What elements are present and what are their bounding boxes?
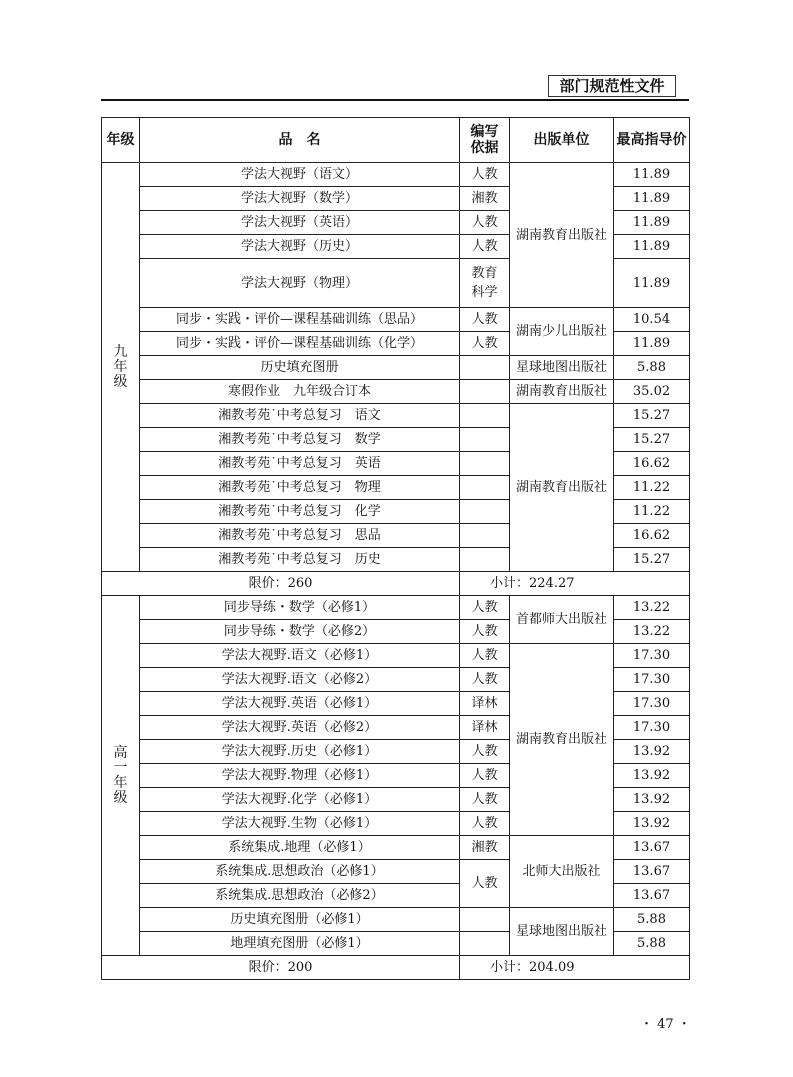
item-name: 同步导练・数学（必修2） (140, 620, 460, 644)
item-basis (460, 476, 510, 500)
item-name: 湘教考苑˙中考总复习 英语 (140, 452, 460, 476)
item-basis (460, 428, 510, 452)
publisher-cell: 首都师大出版社 (510, 596, 614, 644)
col-header-publisher: 出版单位 (510, 118, 614, 163)
publisher-cell: 湖南少儿出版社 (510, 308, 614, 356)
item-name: 湘教考苑˙中考总复习 化学 (140, 500, 460, 524)
item-name: 同步・实践・评价—课程基础训练（思品） (140, 308, 460, 332)
item-price: 13.22 (614, 596, 690, 620)
col-header-grade: 年级 (102, 118, 140, 163)
item-name: 历史填充图册（必修1） (140, 908, 460, 932)
table-row (102, 836, 690, 860)
item-price: 5.88 (614, 932, 690, 956)
item-name: 学法大视野（英语） (140, 211, 460, 235)
item-name: 地理填充图册（必修1） (140, 932, 460, 956)
item-price: 10.54 (614, 308, 690, 332)
table-row (102, 908, 690, 932)
item-price: 11.89 (614, 332, 690, 356)
item-price: 11.22 (614, 500, 690, 524)
item-name: 系统集成.思想政治（必修2） (140, 884, 460, 908)
price-table (101, 117, 690, 980)
item-price: 17.30 (614, 692, 690, 716)
item-price: 11.89 (614, 211, 690, 235)
item-name: 湘教考苑˙中考总复习 思品 (140, 524, 460, 548)
subtotal-row (102, 572, 690, 596)
item-basis: 湘教 (460, 187, 510, 211)
item-basis (460, 500, 510, 524)
item-name: 学法大视野.生物（必修1） (140, 812, 460, 836)
item-basis: 人教 (460, 860, 510, 908)
item-price: 13.67 (614, 836, 690, 860)
item-name: 同步导练・数学（必修1） (140, 596, 460, 620)
item-price: 13.22 (614, 620, 690, 644)
item-name: 学法大视野.化学（必修1） (140, 788, 460, 812)
item-name: 学法大视野.英语（必修1） (140, 692, 460, 716)
publisher-cell: 湖南教育出版社 (510, 404, 614, 572)
publisher-cell: 湖南教育出版社 (510, 644, 614, 836)
item-basis: 人教 (460, 788, 510, 812)
item-name: 湘教考苑˙中考总复习 物理 (140, 476, 460, 500)
col-header-name: 品 名 (140, 118, 460, 163)
header-rule (101, 99, 689, 101)
item-basis (460, 452, 510, 476)
item-price: 13.92 (614, 788, 690, 812)
item-basis (460, 548, 510, 572)
subtotal: 小计：204.09 (460, 956, 690, 980)
item-price: 16.62 (614, 524, 690, 548)
item-price: 13.67 (614, 860, 690, 884)
item-price: 35.02 (614, 380, 690, 404)
item-name: 系统集成.思想政治（必修1） (140, 860, 460, 884)
page-number: ・ 47 ・ (640, 1017, 691, 1032)
item-basis (460, 908, 510, 932)
item-basis: 人教 (460, 596, 510, 620)
publisher-cell: 湖南教育出版社 (510, 380, 614, 404)
item-basis: 译林 (460, 716, 510, 740)
item-name: 学法大视野（物理） (140, 259, 460, 308)
item-basis: 人教 (460, 211, 510, 235)
item-price: 11.22 (614, 476, 690, 500)
item-basis: 人教 (460, 644, 510, 668)
item-name: 学法大视野（数学） (140, 187, 460, 211)
col-header-basis: 编写依据 (460, 118, 510, 163)
document-type-tag: 部门规范性文件 (548, 75, 676, 97)
item-basis: 人教 (460, 620, 510, 644)
item-basis: 人教 (460, 764, 510, 788)
item-basis (460, 404, 510, 428)
item-name: 学法大视野.历史（必修1） (140, 740, 460, 764)
item-price: 17.30 (614, 668, 690, 692)
item-price: 11.89 (614, 235, 690, 259)
item-price: 15.27 (614, 404, 690, 428)
item-name: 系统集成.地理（必修1） (140, 836, 460, 860)
item-basis: 人教 (460, 668, 510, 692)
item-name: 寒假作业 九年级合订本 (140, 380, 460, 404)
item-basis: 人教 (460, 308, 510, 332)
item-name: 学法大视野（语文） (140, 163, 460, 187)
grade-cell: 九年级 (102, 163, 140, 572)
item-basis (460, 380, 510, 404)
item-price: 17.30 (614, 644, 690, 668)
item-price: 16.62 (614, 452, 690, 476)
item-basis (460, 356, 510, 380)
item-price: 15.27 (614, 428, 690, 452)
item-name: 湘教考苑˙中考总复习 语文 (140, 404, 460, 428)
table-row (102, 356, 690, 380)
item-name: 湘教考苑˙中考总复习 历史 (140, 548, 460, 572)
publisher-cell: 星球地图出版社 (510, 356, 614, 380)
item-basis: 人教 (460, 235, 510, 259)
item-name: 历史填充图册 (140, 356, 460, 380)
grade-cell: 高一年级 (102, 596, 140, 956)
item-price: 13.67 (614, 884, 690, 908)
item-price: 5.88 (614, 356, 690, 380)
item-basis: 教育科学 (460, 259, 510, 308)
item-basis: 人教 (460, 163, 510, 187)
item-price: 11.89 (614, 187, 690, 211)
item-basis (460, 524, 510, 548)
item-basis (460, 932, 510, 956)
item-basis: 人教 (460, 812, 510, 836)
item-basis: 人教 (460, 740, 510, 764)
item-name: 学法大视野.英语（必修2） (140, 716, 460, 740)
publisher-cell: 星球地图出版社 (510, 908, 614, 956)
publisher-cell: 北师大出版社 (510, 836, 614, 908)
item-price: 17.30 (614, 716, 690, 740)
item-basis: 湘教 (460, 836, 510, 860)
table-row (102, 596, 690, 620)
price-limit: 限价：260 (102, 572, 460, 596)
item-price: 13.92 (614, 740, 690, 764)
item-name: 学法大视野.物理（必修1） (140, 764, 460, 788)
subtotal-row (102, 956, 690, 980)
item-name: 同步・实践・评价—课程基础训练（化学） (140, 332, 460, 356)
item-name: 学法大视野.语文（必修1） (140, 644, 460, 668)
table-row (102, 380, 690, 404)
item-name: 学法大视野.语文（必修2） (140, 668, 460, 692)
item-price: 13.92 (614, 764, 690, 788)
table-row (102, 308, 690, 332)
subtotal: 小计：224.27 (460, 572, 690, 596)
item-price: 15.27 (614, 548, 690, 572)
item-name: 学法大视野（历史） (140, 235, 460, 259)
col-header-price: 最高指导价 (614, 118, 690, 163)
item-price: 13.92 (614, 812, 690, 836)
item-basis: 人教 (460, 332, 510, 356)
price-limit: 限价：200 (102, 956, 460, 980)
item-price: 11.89 (614, 163, 690, 187)
table-header-row (102, 118, 690, 163)
table-row (102, 404, 690, 428)
item-basis: 译林 (460, 692, 510, 716)
table-row (102, 163, 690, 187)
item-price: 5.88 (614, 908, 690, 932)
table-row (102, 644, 690, 668)
item-name: 湘教考苑˙中考总复习 数学 (140, 428, 460, 452)
publisher-cell: 湖南教育出版社 (510, 163, 614, 308)
item-price: 11.89 (614, 259, 690, 308)
